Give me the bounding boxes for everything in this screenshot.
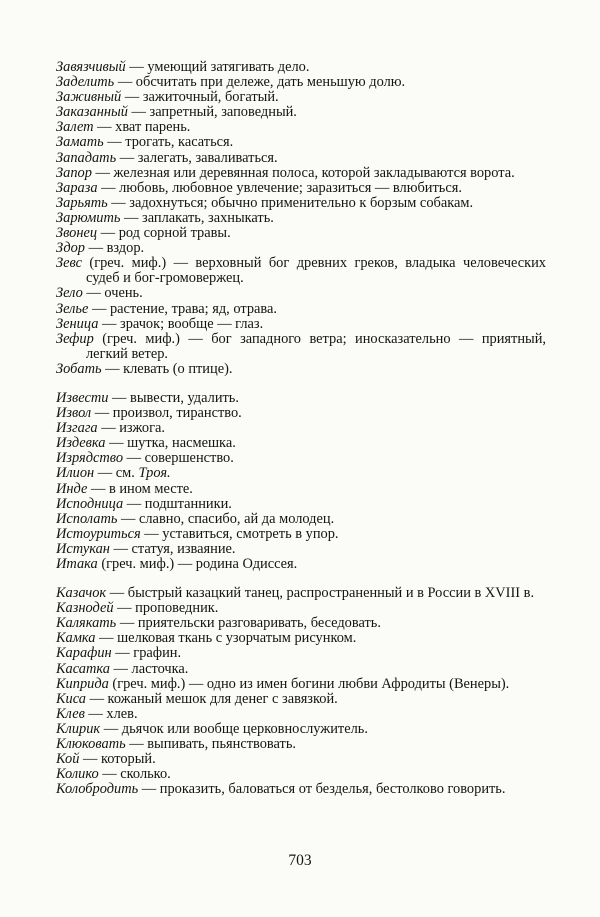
- entry-term: Камка: [56, 630, 96, 647]
- entry-definition: — род сорной травы.: [97, 225, 231, 242]
- glossary-entry: [56, 362, 546, 377]
- entry-term: Колобродить: [56, 781, 139, 798]
- entry-definition: — клевать (о птице).: [101, 360, 233, 377]
- glossary-entries: [56, 60, 546, 797]
- glossary-entry: [56, 586, 546, 601]
- glossary-entry: [56, 181, 546, 196]
- entry-definition: — в ином месте.: [87, 480, 193, 497]
- entry-definition: — вывести, удалить.: [108, 389, 239, 406]
- entry-definition: — зрачок; вообще — глаз.: [98, 315, 264, 332]
- entry-note: (греч. миф.): [97, 556, 175, 572]
- entry-definition: — залегать, заваливаться.: [116, 149, 278, 166]
- glossary-entry: [56, 196, 546, 211]
- glossary-entry: [56, 226, 546, 241]
- entry-term: Зеница: [56, 315, 99, 332]
- entry-term: Зелье: [56, 300, 89, 317]
- glossary-entry: [56, 737, 546, 752]
- entry-definition: — обсчитать при дележе, дать меньшую долю.: [114, 74, 406, 91]
- entry-definition: — произвол, тиранство.: [91, 405, 242, 422]
- glossary-entry: [56, 692, 546, 707]
- glossary-entry: [56, 767, 546, 782]
- entry-definition: — родина Одиссея.: [174, 556, 298, 572]
- entry-reference: Троя.: [138, 465, 171, 482]
- glossary-entry: [56, 286, 546, 301]
- entry-definition: — зажиточный, богатый.: [121, 89, 279, 106]
- glossary-entry: [56, 662, 546, 677]
- glossary-entry: [56, 256, 546, 286]
- entry-term: Кой: [56, 751, 80, 768]
- glossary-entry: [56, 135, 546, 150]
- entry-term: Исподница: [56, 495, 124, 512]
- entry-term: Инде: [56, 480, 88, 497]
- entry-definition: — одно из имен богини любви Афродиты (Венеры).: [185, 675, 510, 692]
- glossary-entry: [56, 317, 546, 332]
- entry-term: Илион: [56, 465, 95, 482]
- entry-term: Колико: [56, 766, 99, 783]
- entry-definition: — совершенство.: [123, 450, 234, 467]
- entry-note: (греч. миф.): [93, 330, 180, 347]
- entry-definition: — приятельски разговаривать, беседовать.: [116, 615, 381, 632]
- entry-definition: — запретный, заповедный.: [127, 104, 297, 121]
- entry-term: Звонец: [56, 225, 98, 242]
- entry-definition: — умеющий затягивать дело.: [125, 59, 310, 75]
- entry-definition: — который.: [79, 751, 156, 768]
- entry-term: Зарьять: [56, 194, 108, 211]
- entry-definition: — вздор.: [85, 240, 145, 257]
- glossary-entry: [56, 302, 546, 317]
- entry-definition: — хлев.: [84, 705, 138, 722]
- glossary-entry: [56, 120, 546, 135]
- entry-term: Истукан: [56, 540, 110, 557]
- entry-term: Киприда: [56, 675, 109, 692]
- entry-term: Клюковать: [56, 736, 126, 753]
- entry-term: Казнодей: [56, 600, 114, 617]
- entry-definition: — изжога.: [97, 420, 166, 437]
- entry-term: Извести: [56, 389, 109, 406]
- glossary-section: [56, 586, 546, 797]
- entry-term: Изгага: [56, 420, 98, 437]
- entry-term: Издевка: [56, 435, 106, 452]
- glossary-entry: [56, 557, 546, 572]
- glossary-entry: [56, 332, 546, 362]
- glossary-entry: [56, 512, 546, 527]
- entry-definition: — шутка, насмешка.: [105, 435, 236, 452]
- glossary-entry: [56, 782, 546, 797]
- entry-term: Извол: [56, 405, 92, 422]
- glossary-entry: [56, 151, 546, 166]
- glossary-entry: [56, 105, 546, 120]
- entry-term: Касатка: [56, 660, 110, 677]
- glossary-section: [56, 391, 546, 572]
- glossary-entry: [56, 527, 546, 542]
- glossary-entry: [56, 211, 546, 226]
- entry-term: Казачок: [56, 585, 107, 602]
- entry-definition: — быстрый казацкий танец, распространенный и в России в XVIII в.: [106, 585, 535, 602]
- entry-definition: — растение, трава; яд, отрава.: [88, 300, 278, 317]
- glossary-entry: [56, 542, 546, 557]
- entry-definition: — сколько.: [98, 766, 171, 783]
- glossary-entry: [56, 90, 546, 105]
- entry-term: Калякать: [56, 615, 117, 632]
- entry-term: Истоуриться: [56, 525, 141, 542]
- glossary-entry: [56, 497, 546, 512]
- entry-definition: — ласточка.: [109, 660, 189, 677]
- entry-definition: — шелковая ткань с узорчатым рисунком.: [95, 630, 357, 647]
- entry-definition: — очень.: [82, 285, 143, 302]
- glossary-entry: [56, 406, 546, 421]
- entry-term: Заживный: [56, 89, 122, 106]
- entry-definition: — задохнуться; обычно применительно к борзым собакам.: [107, 194, 474, 211]
- entry-definition: — бог западного ветра; иносказательно — приятный, легкий ветер.: [86, 330, 546, 362]
- glossary-entry: [56, 677, 546, 692]
- glossary-entry: [56, 75, 546, 90]
- glossary-entry: [56, 482, 546, 497]
- entry-definition: — кожаный мешок для денег с завязкой.: [85, 690, 338, 707]
- glossary-section: [56, 60, 546, 377]
- page-number: 703: [288, 852, 312, 869]
- glossary-entry: [56, 616, 546, 631]
- entry-term: Киса: [56, 690, 86, 707]
- glossary-entry: [56, 166, 546, 181]
- entry-definition: — дьячок или вообще церковнослужитель.: [100, 720, 368, 737]
- entry-term: Запор: [56, 164, 92, 181]
- glossary-entry: [56, 436, 546, 451]
- glossary-entry: [56, 466, 546, 481]
- entry-term: Зело: [56, 285, 83, 302]
- entry-definition: — подштанники.: [123, 495, 232, 512]
- entry-definition: — выпивать, пьянствовать.: [125, 736, 296, 753]
- entry-term: Здор: [56, 240, 85, 257]
- glossary-entry: [56, 421, 546, 436]
- entry-note: (греч. миф.): [108, 675, 186, 692]
- entry-term: Зефир: [56, 330, 94, 347]
- glossary-entry: [56, 646, 546, 661]
- entry-term: Завязчивый: [56, 59, 126, 75]
- entry-definition: — статуя, изваяние.: [109, 540, 236, 557]
- entry-definition: — верховный бог древних греков, владыка человеческих судеб и бог-громовержец.: [86, 255, 546, 287]
- entry-definition: — хват парень.: [93, 119, 191, 136]
- entry-definition: — заплакать, захныкать.: [120, 209, 274, 226]
- entry-definition: — трогать, касаться.: [103, 134, 234, 151]
- entry-term: Западать: [56, 149, 117, 166]
- entry-term: Карафин: [56, 645, 112, 662]
- entry-term: Зевс: [56, 255, 82, 272]
- glossary-entry: [56, 391, 546, 406]
- glossary-entry: [56, 752, 546, 767]
- entry-term: Исполать: [56, 510, 118, 527]
- entry-definition: — графин.: [111, 645, 182, 662]
- entry-term: Залет: [56, 119, 94, 136]
- entry-definition: — проказить, баловаться от безделья, бестолково говорить.: [138, 781, 506, 798]
- entry-term: Клирик: [56, 720, 101, 737]
- entry-term: Итака: [56, 556, 98, 572]
- glossary-entry: [56, 241, 546, 256]
- entry-definition: — проповедник.: [113, 600, 219, 617]
- glossary-entry: [56, 601, 546, 616]
- entry-note: (греч. миф.): [81, 255, 167, 272]
- entry-term: Зараза: [56, 179, 98, 196]
- entry-definition: — железная или деревянная полоса, которой закладываются ворота.: [91, 164, 515, 181]
- entry-term: Изрядство: [56, 450, 124, 467]
- glossary-entry: [56, 451, 546, 466]
- entry-term: Замать: [56, 134, 104, 151]
- glossary-entry: [56, 60, 546, 75]
- glossary-entry: [56, 722, 546, 737]
- entry-term: Зобать: [56, 360, 102, 377]
- entry-term: Зарюмить: [56, 209, 121, 226]
- entry-term: Клев: [56, 705, 85, 722]
- entry-definition: — см.: [94, 465, 139, 482]
- entry-term: Заказанный: [56, 104, 128, 121]
- entry-definition: — любовь, любовное увлечение; заразиться — влюбиться.: [97, 179, 462, 196]
- entry-definition: — уставиться, смотреть в упор.: [140, 525, 339, 542]
- glossary-entry: [56, 707, 546, 722]
- entry-term: Заделить: [56, 74, 115, 91]
- entry-definition: — славно, спасибо, ай да молодец.: [117, 510, 335, 527]
- glossary-entry: [56, 631, 546, 646]
